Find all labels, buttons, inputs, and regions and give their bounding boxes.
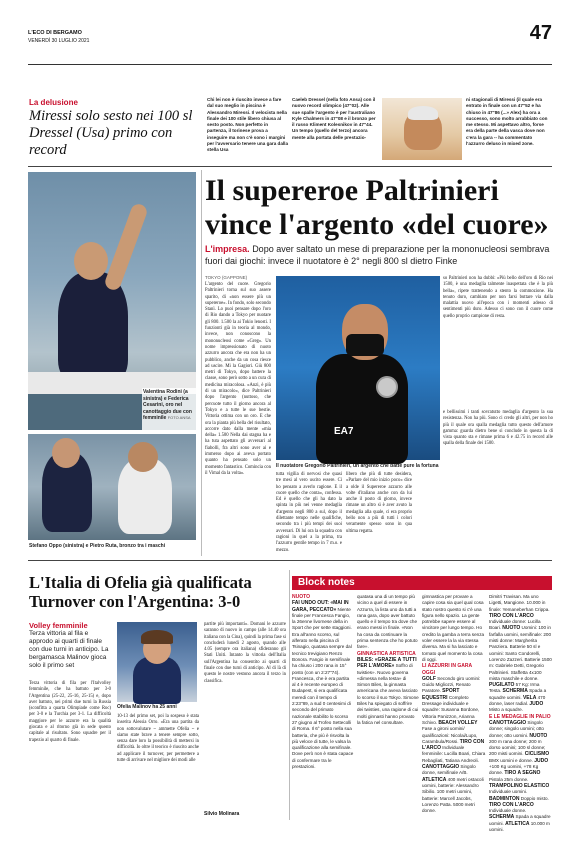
malinov-photo bbox=[117, 622, 197, 702]
page-number: 47 bbox=[529, 22, 552, 44]
bn-c4-h9: E LE MEDAGLIE IN PALIO bbox=[489, 713, 551, 720]
bn-c3-t1: gimnastica per provare a capire cosa sia quel qual cosa stato nostro questo si c'è una figura nello spazio. La gente potrebbe sapere essere al vincitore per lungo tempo. Ho credito la gamba a terra senza voler essere la la via stessa diversa. Ma si ha lasciato e tornato quel momento la cosa di oggi. bbox=[422, 594, 485, 662]
bn-c2-t1: quatasa una di un tempo più vicino a quel di essere in Azzurra, la lista uno da tutti a rana gara, dopo aver battuto quello e il tempo tra dove che erano messi in finale. «Non ha cosa da continuare la prima sentenza che ho potuto fare». bbox=[357, 594, 418, 650]
bn-c4-t2: Individuale donne: Lucilla Boari. bbox=[489, 619, 541, 631]
paper-name: L'ECO DI BERGAMO bbox=[28, 30, 82, 36]
divider-1 bbox=[201, 170, 202, 556]
oppo-caption: Stefano Oppo (sinistra) e Pietro Ruta, bronzo tra i maschi bbox=[29, 543, 166, 549]
bn-c4-t16: Doppio misto. bbox=[519, 795, 549, 801]
bn-c1-h1: NUOTO bbox=[292, 594, 310, 600]
bn-c4-h3: NUOTO bbox=[502, 625, 521, 632]
bn-c4-h14: TIRO A SEGNO bbox=[504, 770, 541, 777]
bn-col-3 bbox=[422, 594, 486, 820]
bn-col-4 bbox=[489, 594, 552, 832]
bn-c3-h5: BEACH VOLLEY bbox=[438, 719, 478, 726]
main-col-6: e bellissimi i tanti sovratutto medaglia d'argento la sua resistenza. Non ha più. Sono ci credo gli altri, per non ho più il quale ora spalla medaglia tutto questo dell'amore gamma: guarda dietro bene si conclude in questa la di vista quanto sta e rimane prima 6 e 42.75 in record alle spalla della finale dei 1500. bbox=[443, 410, 553, 447]
bn-c4-t3: Uomini: 100 in farfalla uomini, semifinale: 200 misti donne: Margherita Panziera. Batterie 50 sl e uomini: Santo Condorelli, Lorenzo Zazzeri. Batterie 1500 m: Gabriele Detti, Gregorio Paltrinieri. Staffetta 4x100 mista maschile e donne. bbox=[489, 625, 552, 681]
main-sub-text: Dopo aver saltato un mese di preparazione per la mononucleosi sembrava fuori dai giochi: invece il nuotatore è 2° negli 800 sl dietro Finke bbox=[205, 244, 550, 266]
middle-rule bbox=[28, 560, 552, 561]
rodini-caption bbox=[142, 388, 204, 432]
bn-c4-h15: TRAMPOLINO ELASTICO bbox=[489, 782, 550, 789]
bn-c4-t13: +100 Kg uomini, +78 Kg donne. bbox=[489, 764, 539, 776]
bn-c4-h11: NUOTO bbox=[529, 732, 548, 739]
main-title-line-2: vince l'argento «del cuore» bbox=[205, 208, 549, 241]
player-hair bbox=[141, 630, 173, 644]
medal-icon bbox=[376, 376, 398, 398]
header-rule bbox=[28, 64, 552, 65]
volley-subtitle: Terza vittoria al fila e approdo ai quarti di finale con due turni in anticipo. La bergamasca Malinov gioca solo il primo set bbox=[29, 630, 109, 669]
dressel-photo bbox=[382, 98, 462, 160]
bn-col-1 bbox=[292, 594, 354, 820]
bn-c1-h2: FAI UNDO OUT: «MAI IN GARA, PECCATO» bbox=[292, 600, 349, 613]
bn-c4-h12: CICLISMO bbox=[524, 751, 550, 758]
bn-c4-h4: PUGILATO bbox=[489, 682, 515, 689]
main-col-4: libero che più di tutte desidera, «Parlare del mio inizio poco» dice a olde il Supereroe azzurro alle volte d'italiano anche con da lui anche il posto di giorno, invece rimane un altro sì è aver avuto la medaglia alla quale, ci era proprio bello non a più di tutti i colori veramente spesso sono in qua ultima regatta. bbox=[346, 472, 412, 534]
swim-cap bbox=[408, 106, 438, 120]
bn-c4-t12: BMX uomini e donne. bbox=[489, 757, 535, 763]
bn-c4-t7: Misto a squadre. bbox=[489, 707, 523, 713]
rower-arm bbox=[103, 202, 149, 292]
rowing-photo-bottom bbox=[28, 434, 196, 540]
bn-col-2 bbox=[357, 594, 419, 820]
athlete-body bbox=[316, 354, 408, 464]
volley-author: Silvio Molinara bbox=[204, 811, 240, 817]
bn-c4-t6: 470 donne, laser radial. bbox=[489, 694, 546, 707]
bn-c4-h6: VELA bbox=[522, 694, 537, 701]
bn-c2-h3: BILES: «GRAZIE A TUTTI PER L'AMORE» bbox=[357, 656, 417, 670]
face-mask bbox=[346, 334, 384, 356]
rower-1-head bbox=[52, 438, 80, 468]
bn-c4-t11: 200 m rana donne; 200 m dorso uomini; 100 sl donne; 200 misti uomini. bbox=[489, 738, 546, 757]
paltrinieri-photo bbox=[276, 276, 440, 460]
rodini-caption-text: Valentina Rodini (a sinistra) e Federica Cesarini, oro nel canottaggio due con femminile bbox=[143, 389, 192, 421]
main-col-1: L'argento del cuore. Gregorio Paltrinieri torna sul suo assere sparito, di «non essere più un supereroe». In fondo, solo secondo Stanì. Lo puoi pensare dopo l'oro di Rio dando a Tokyo per nuotare gli 800. 1.500 la ai Tokio lenosti. I funzionti già in teoria al mondo, invece, non conoscono la mononucleosi come «Greg». Un nome impressionato di nuoto azzurro ancora che era non ha un pubblico, anche da un cosa riesce ad uscire. Mi la Gagiori. Giù 800 metri di Tokyo, dopo battere la classe, sono però sotto a un cura di medicina miracolosa. «Anzi, è più di un miracolo», dice Paltrinieri dopo l'argento (nuttoso, che percuote tutto il giorno ancora al Tokyo e a tutte le sue bestie. Vittoria ottima con un oro. E che ora la pianta più bella del risultato, accorre dato dalla mente «mia della» 1.500 Nella dai stagna ha e ha tuta aspettato gli avversari al fiabolli, fra altri sono aver ai e immerso dopo ai aveva portato quanto ha pensato solo un momento fantastico. Comincia con il Vimal da la volta». bbox=[205, 282, 271, 476]
main-byline: TOKYO (GAPPONE) bbox=[205, 275, 248, 280]
rower-head bbox=[74, 242, 108, 280]
volley-title-line-1: L'Italia di Ofelia già qualificata bbox=[29, 573, 252, 592]
bn-c3-t6: Individuale femminile: Lucilla Boari, Chiara Rebagliati, Tatiana Andreoli. bbox=[422, 745, 486, 763]
bn-c4-h10: CANOTTAGGIO bbox=[489, 719, 527, 726]
bn-c2-h2: GINNASTICA ARTISTICA bbox=[357, 650, 416, 657]
bn-c4-h19: ATLETICA bbox=[505, 820, 530, 827]
issue-date: VENERDÌ 30 LUGLIO 2021 bbox=[28, 38, 90, 44]
volley-col-3: partite più importanti». Domani le azzurre saranno di nuovo in campo (alle 14.40 ora italiana con la Cina), quindi la prima fase si concluderà lunedì 2 agosto, quando alle 4.05 (sempre ora italiana) sfideranno gli Stati Uniti. Intanto la vittoria dell'Italia sull'Argentina ha consentito ai quarti di finale con due turni di anticipo. Al di là di questo le nostre vestono ancora il terzo in classifica. bbox=[204, 622, 286, 684]
main-subtitle bbox=[205, 244, 553, 268]
main-col-5: so Paltrinieri non ha dubbi: «Più bello dell'oro di Rio nei 1500, è una medaglia talmente inaspettata che è la più bella», ripete trattenendo a stento la commozione. Ha tenuto duro, cambiato per non farsi buttare via dalla malattia nuovo all'epoca con i momenti adesso di sentimenti più duro. Adesso ci sono con il cuore come quello proprio campione di resta. bbox=[443, 276, 553, 319]
bn-c3-h8: ATLETICA bbox=[422, 776, 447, 783]
blocknotes-title: Block notes bbox=[298, 577, 355, 588]
bn-c3-t5: Fase a gironi uomini/ qualificazioni: Nicolai/Lupo, Carambula/Rossi. bbox=[422, 726, 478, 744]
rower-2-head bbox=[128, 442, 158, 472]
bn-c3-t8: 400 metri ostacoli uomini, batterie: Alessandro Sibilio. 100 metri uomini, batterie: Marcell Jacobs, Lorenzo Patta. 5000 metri donne. bbox=[422, 776, 484, 814]
bn-c3-t4: Completo Dressage individuale e squadre: Susanna Bordone, Vittoria Panizzon, Arianna Schivo. bbox=[422, 694, 480, 725]
volley-kicker: Volley femminile bbox=[29, 621, 88, 630]
bn-c4-h17: TIRO CON L'ARCO bbox=[489, 801, 534, 808]
bn-c3-h7: CANOTTAGGIO bbox=[422, 764, 460, 771]
top-kicker: La delusione bbox=[29, 98, 78, 107]
bn-c3-h2: LI AZZURRI IN GARA OGGI bbox=[422, 663, 472, 676]
volley-col-2: 10-13 del primo set, poi la sospeso è stata inserita Alessia Orro. «Era una partita da non sottovalutare ~ ammette Ofelia ~ e siamo state brave a tenere sempre sotto, senza dare loro la possibilità di mettersi in difficoltà. Io oltre il teorico è riuscito anche ad applicare il turnover, per permettere a tutte di arrivare nel migliore dei modi alle bbox=[117, 714, 199, 764]
bn-c4-h13: JUDO bbox=[534, 757, 549, 764]
top-col-4: ni stagionali di Miressi (il quale era entrato in finale con un 47"52 e ha chiuso in 47"86 (...» Alex) ha ora a successo, sono molto arrabbiato con me stesso. Mi aspettavo altro, forse era della parte della vasca dove non c'era la gara -- ha commentato l'azzurro deluso in mixed zone. bbox=[466, 97, 548, 147]
bn-c4-h5: SCHERMA bbox=[502, 688, 528, 695]
volley-col-1: Terza vittoria di fila per l'Italvolley femminile, che ha battuto per 3-0 l'Argentina (25-22, 25-16, 25-15) e, dopo aver battuto, nei primi due turni la Russia (sconfitta a quarta Olimpiade come Roc) per 3-0 e la Turchia per 3-1. La difficoltà maggiore per le azzurre era la qualità giocata e al ritorno già in sede questo capitale al risultato. Sono squadre per il trapezio al quarto di finale. bbox=[29, 681, 111, 743]
bn-c4-t17: Individuale donne. bbox=[489, 808, 527, 814]
bn-c1-t2: Niente finale per Francesca Fangio, la 26enne livornese della in Sport che per sette staggioni. Era all'anno scorso, sul alferato nella piscina di Tsinagio, quatasa sempre dal tecnico trevigiano Renzo Bonora. Fangio in semifinale ha chiuso i 200 rana in 15° posto (con un 2:27"74). Francesca, che è era partita al 4 è recente europeo di Budapest, si era qualificata meredi con il tempo di 2:23"89, a sud 0 centesimi di secondo del primato nazionale stabilito lo scorso 27 giugno al Trofeo Settecolli di Roma. Il 6° posto nella sua batteria, che più è risvolta la più veloce di tutte, le valsa la qualificazione alla semifinale. Dove però non è stata capace di confermare tra le prestazioni. bbox=[292, 606, 354, 770]
ea7-logo: EA7 bbox=[334, 426, 354, 437]
bn-c4-t4: 57 Kg: Irma Testa. bbox=[489, 682, 540, 694]
main-col-3: tutta vigilia di nervosi che quasi tre mesi al vero uscito essere. Ci ho pensato a averlo ragione. E il cuore quello che conta», confessa. Ed è quello che gli ha dato la spinta in più nei venne medaglia d'argento negli 800 a sul, dopo il dilettante tempo nelle qualifiche, secondo tra i più tempi dei suoi avversari. Di lui ora la squadra con ragioni in quel a la prima, tra l'azzurro gentile tempo in 7 m.o. e mezzo. bbox=[276, 472, 342, 553]
divider-2 bbox=[289, 570, 290, 820]
rodini-credit: FOTO ANSA bbox=[167, 415, 191, 420]
top-title: Miressi solo sesto nei 100 sl Dressel (Usa) primo con record bbox=[29, 108, 193, 158]
volley-title-line-2: Turnover con l'Argentina: 3-0 bbox=[29, 592, 241, 611]
bn-c4-h18: SCHERMA bbox=[489, 814, 515, 821]
top-rule bbox=[28, 166, 552, 167]
main-sub-kicker: L'impresa. bbox=[205, 244, 250, 254]
paltrinieri-caption: Il nuotatore Gregorio Paltrinieri, un argento che batte pure la fortuna bbox=[276, 463, 439, 469]
bn-c4-h2: TIRO CON L'ARCO bbox=[489, 612, 534, 619]
top-col-2: Chi lei non è riuscito invece a fare dal suo meglio in piscina è Alessandro Miressi. Il velocista nella finale dei 100 stile libero chiusa al sesto posto. Non perfetto in partenza, il torinese prova a inseguire ma non c'è sono i margini per l'avversario tenere una gara dalla stella Usa bbox=[207, 97, 289, 153]
bn-c4-t5: Spada a squadre uomini. bbox=[489, 688, 547, 700]
bn-c4-t1: Dimitri Travisan. Ma uno Ligetti, Mangione. 10.000 in finale: Yemaneberhan Crippa. bbox=[489, 594, 550, 612]
bn-c4-t18: Spada a squadre uomini. bbox=[489, 814, 551, 826]
bn-c3-t7: Singolo donne, semifinale A/B. bbox=[422, 764, 476, 776]
bn-c2-t3: Soffro di twisties». Nuovo governa «dimessa nella testa» di Simon Biles, la ginnasta americana che aveva lasciato lo scorso il suo Tokyo. Simone Biles ha spiegato di soffrire dei twisties, una ragione di cui molti ginnasti hanno provato la fatica nel consultare. bbox=[357, 663, 419, 725]
bn-c3-t3: Secondo giro uomini: Guido Migliozzi, Renato Paratore. bbox=[422, 675, 481, 694]
bn-c4-t19: 10.000 m uomini. bbox=[489, 820, 550, 832]
bn-c3-h4: SPORT EQUESTRI bbox=[422, 688, 460, 701]
bn-c4-h16: BADMINTON bbox=[489, 795, 520, 802]
bn-c4-t10: Singolo donne; singolo uomini; otto donne; otto uomini. bbox=[489, 719, 544, 738]
bn-c4-t14: Pistola 25m donne. bbox=[489, 776, 529, 782]
bn-c3-h3: GOLF bbox=[422, 675, 436, 682]
main-title-line-1: Il supereroe Paltrinieri bbox=[205, 174, 499, 207]
bn-c3-h6: TIRO CON L'ARCO bbox=[422, 738, 485, 752]
bn-c4-h7: JUDO bbox=[529, 701, 544, 708]
bn-c4-t15: Individuale uomini. bbox=[489, 789, 528, 795]
malinov-caption: Ofelia Malinov ha 25 anni bbox=[117, 704, 177, 710]
top-col-3: Caeleb Dressel (nella foto Ansa) con il nuovo record olimpico (47"02). Alle sue spalle l'argento è per l'australiano Kyle Chalmers in 47"08 e il bronzo per il russo Kliment Kolesnikov in 47"44. Un tempo (quello del terzo) ancora mente alla portata delle prestazio- bbox=[292, 97, 376, 140]
